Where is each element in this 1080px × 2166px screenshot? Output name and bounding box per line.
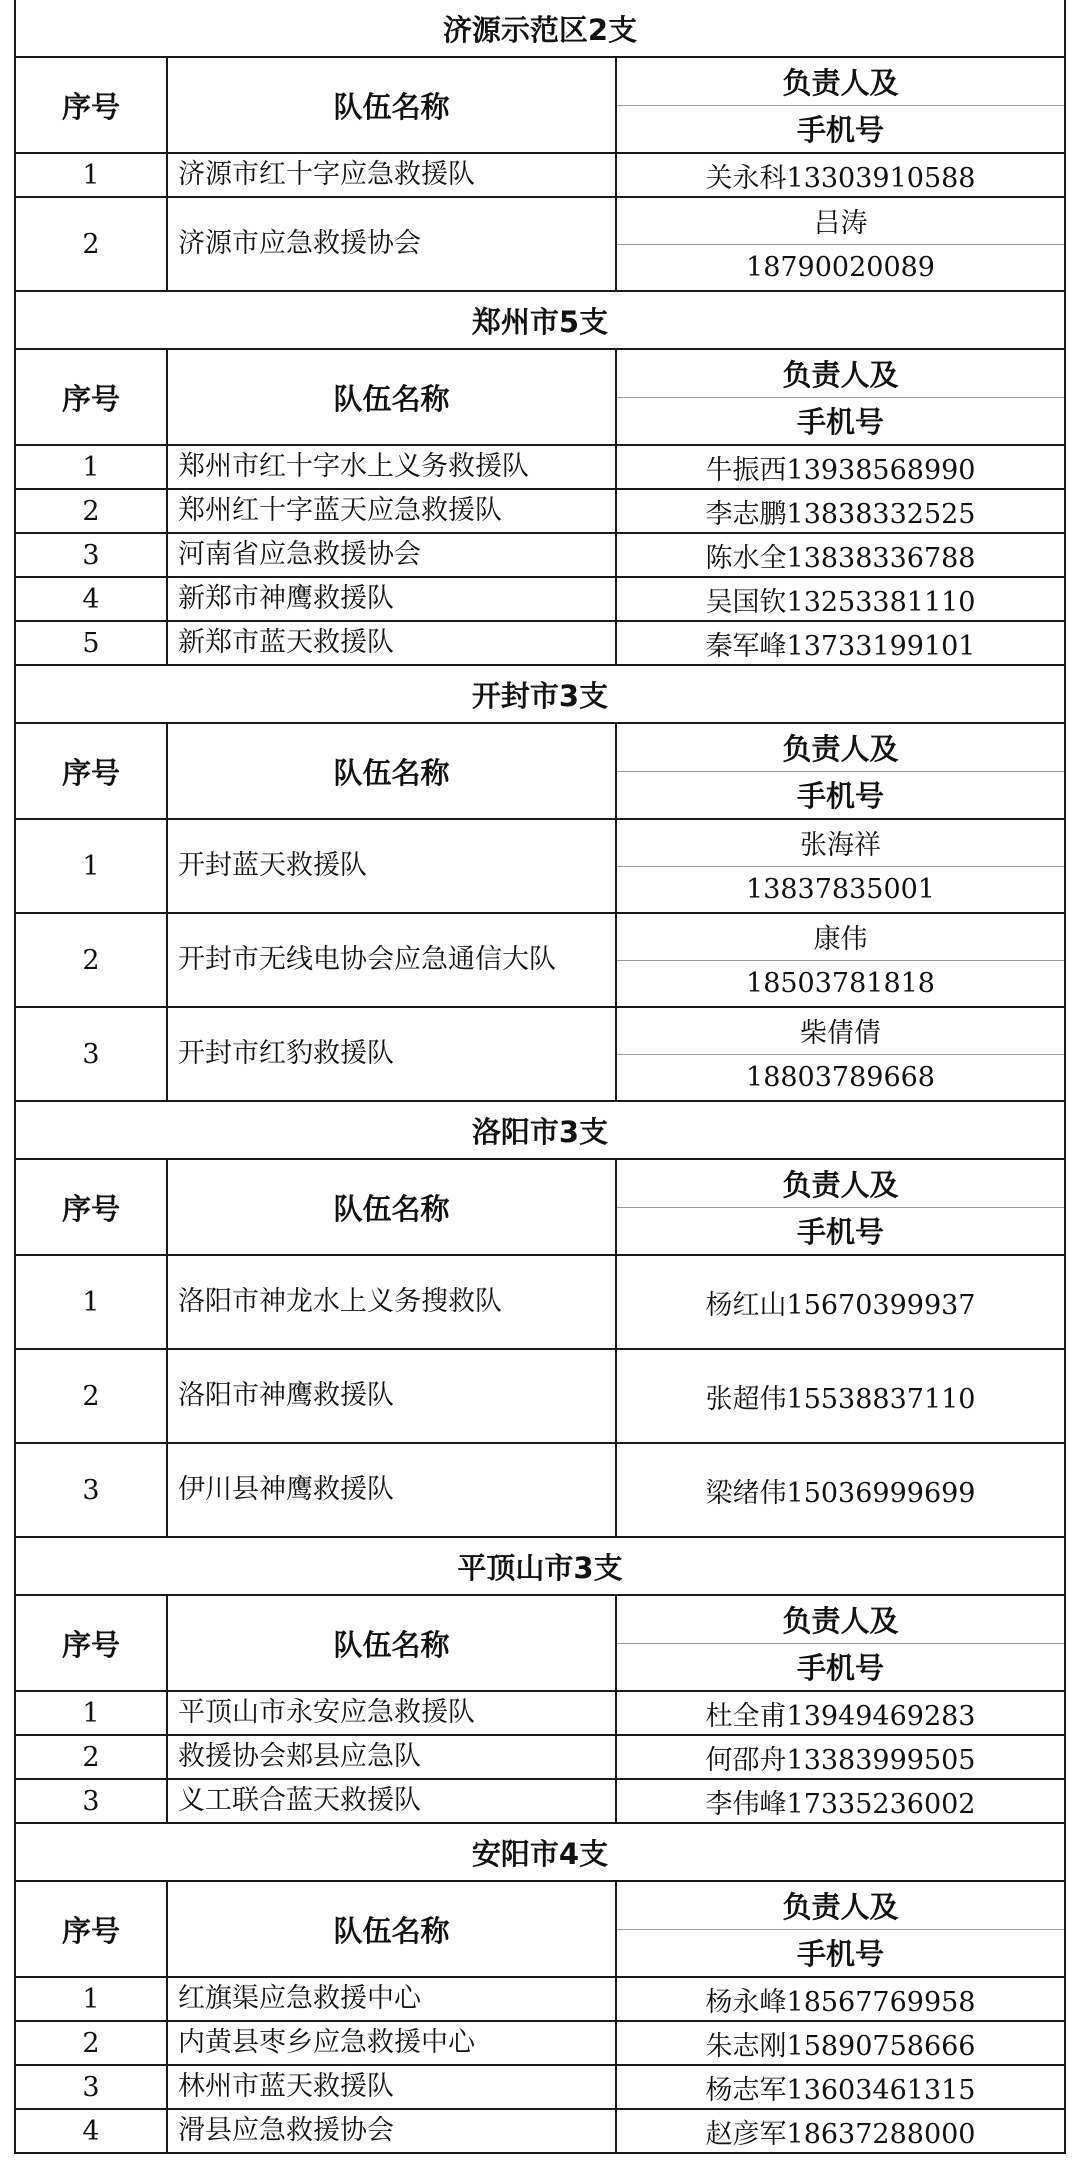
team-name (168, 490, 617, 532)
table-row (16, 490, 1064, 534)
row-number: 2 (16, 2022, 168, 2064)
section-6 (16, 1824, 1064, 2154)
team-name (168, 1444, 617, 1536)
team-name-text: 开封蓝天救援队 (178, 850, 367, 881)
header-no: 序号 (16, 724, 168, 818)
team-name (168, 154, 617, 196)
contact-cell (617, 446, 1064, 488)
header-contact-line1: 负责人及 (782, 65, 899, 100)
team-name (168, 1350, 617, 1442)
row-number: 2 (16, 1350, 168, 1442)
contact-person: 康伟 (813, 924, 868, 956)
team-name (168, 534, 617, 576)
header-no: 序号 (16, 1596, 168, 1690)
team-name (168, 820, 617, 912)
contact-cell (617, 1444, 1064, 1536)
header-contact-line2: 手机号 (617, 1643, 1064, 1691)
team-name (168, 2066, 617, 2108)
team-name-text: 河南省应急救援协会 (178, 539, 421, 570)
contact-cell (617, 1692, 1064, 1734)
contact-phone: 18803789668 (617, 1054, 1064, 1101)
section-3 (16, 666, 1064, 1102)
contact-cell (617, 1350, 1064, 1442)
table-row (16, 2022, 1064, 2066)
header-name: 队伍名称 (168, 1882, 617, 1976)
team-name-text: 救援协会郏县应急队 (178, 1741, 421, 1772)
contact-cell (617, 2066, 1064, 2108)
contact-cell (617, 1736, 1064, 1778)
header-contact-line2: 手机号 (617, 105, 1064, 153)
contact-phone: 18503781818 (617, 960, 1064, 1007)
team-name (168, 578, 617, 620)
table-row (16, 914, 1064, 1008)
row-number: 2 (16, 1736, 168, 1778)
contact-cell (617, 2110, 1064, 2152)
team-name-text: 开封市无线电协会应急通信大队 (178, 944, 556, 975)
team-name (168, 914, 617, 1006)
table-row (16, 1780, 1064, 1824)
team-name-text: 平顶山市永安应急救援队 (178, 1697, 475, 1728)
header-name: 队伍名称 (168, 350, 617, 444)
header-contact (617, 724, 1064, 818)
section-title: 济源示范区2支 (16, 0, 1064, 58)
contact-phone: 18790020089 (617, 244, 1064, 291)
table-row (16, 2066, 1064, 2110)
contact-person: 牛振西13938568990 (705, 454, 976, 486)
team-name-text: 开封市红豹救援队 (178, 1038, 394, 1069)
contact-person: 李志鹏13838332525 (705, 498, 976, 530)
contact-cell (617, 578, 1064, 620)
contact-person: 陈水全13838336788 (705, 542, 976, 574)
contact-person: 何邵舟13383999505 (705, 1744, 976, 1776)
table-row (16, 154, 1064, 198)
section-title: 郑州市5支 (16, 292, 1064, 350)
team-name-text: 义工联合蓝天救援队 (178, 1785, 421, 1816)
header-contact (617, 1160, 1064, 1254)
header-contact-line2: 手机号 (617, 1207, 1064, 1255)
section-title: 开封市3支 (16, 666, 1064, 724)
section-title: 平顶山市3支 (16, 1538, 1064, 1596)
table-row (16, 2110, 1064, 2154)
header-no: 序号 (16, 350, 168, 444)
row-number: 1 (16, 446, 168, 488)
table-row (16, 1008, 1064, 1102)
team-name-text: 济源市应急救援协会 (178, 228, 421, 259)
team-name (168, 1256, 617, 1348)
contact-cell (617, 198, 1064, 290)
contact-cell (617, 2022, 1064, 2064)
contact-cell (617, 622, 1064, 664)
contact-cell (617, 1008, 1064, 1100)
contact-person: 秦军峰13733199101 (705, 630, 976, 662)
contact-person: 李伟峰17335236002 (705, 1788, 976, 1820)
row-number: 1 (16, 820, 168, 912)
team-name-text: 郑州市红十字水上义务救援队 (178, 451, 529, 482)
header-contact (617, 1882, 1064, 1976)
header-contact (617, 1596, 1064, 1690)
header-contact-line1: 负责人及 (782, 1603, 899, 1638)
header-no: 序号 (16, 1160, 168, 1254)
rescue-team-table (14, 0, 1066, 2154)
team-name (168, 1780, 617, 1822)
table-row (16, 1350, 1064, 1444)
contact-person: 朱志刚15890758666 (705, 2030, 976, 2062)
header-row (16, 724, 1064, 820)
section-1 (16, 0, 1064, 292)
table-row (16, 198, 1064, 292)
contact-person: 杨志军13603461315 (705, 2074, 976, 2106)
table-row (16, 1736, 1064, 1780)
table-row (16, 446, 1064, 490)
section-2 (16, 292, 1064, 666)
contact-person: 杜全甫13949469283 (705, 1700, 976, 1732)
row-number: 2 (16, 198, 168, 290)
team-name-text: 林州市蓝天救援队 (178, 2071, 394, 2102)
table-row (16, 622, 1064, 666)
team-name-text: 郑州红十字蓝天应急救援队 (178, 495, 502, 526)
row-number: 3 (16, 1008, 168, 1100)
row-number: 2 (16, 914, 168, 1006)
header-contact-line1: 负责人及 (782, 731, 899, 766)
contact-cell (617, 1256, 1064, 1348)
contact-person: 杨红山15670399937 (705, 1289, 976, 1321)
team-name-text: 红旗渠应急救援中心 (178, 1983, 421, 2014)
contact-person: 柴倩倩 (800, 1018, 881, 1050)
header-row (16, 1160, 1064, 1256)
contact-person: 梁绪伟15036999699 (705, 1477, 976, 1509)
header-no: 序号 (16, 58, 168, 152)
row-number: 3 (16, 2066, 168, 2108)
header-contact-line2: 手机号 (617, 397, 1064, 445)
contact-cell (617, 1780, 1064, 1822)
row-number: 3 (16, 1780, 168, 1822)
table-row (16, 1256, 1064, 1350)
section-5 (16, 1538, 1064, 1824)
row-number: 2 (16, 490, 168, 532)
team-name (168, 198, 617, 290)
header-row (16, 350, 1064, 446)
team-name-text: 内黄县枣乡应急救援中心 (178, 2027, 475, 2058)
table-row (16, 1978, 1064, 2022)
contact-phone: 13837835001 (617, 866, 1064, 913)
header-contact-line1: 负责人及 (782, 357, 899, 392)
header-name: 队伍名称 (168, 58, 617, 152)
team-name (168, 446, 617, 488)
row-number: 1 (16, 1978, 168, 2020)
team-name-text: 新郑市神鹰救援队 (178, 583, 394, 614)
team-name-text: 滑县应急救援协会 (178, 2115, 394, 2146)
row-number: 1 (16, 154, 168, 196)
row-number: 4 (16, 2110, 168, 2152)
team-name (168, 1692, 617, 1734)
row-number: 5 (16, 622, 168, 664)
contact-cell (617, 490, 1064, 532)
team-name-text: 洛阳市神鹰救援队 (178, 1380, 394, 1411)
team-name-text: 伊川县神鹰救援队 (178, 1474, 394, 1505)
header-name: 队伍名称 (168, 1596, 617, 1690)
header-row (16, 1596, 1064, 1692)
header-contact-line2: 手机号 (617, 1929, 1064, 1977)
row-number: 1 (16, 1256, 168, 1348)
team-name (168, 622, 617, 664)
contact-person: 吴国钦13253381110 (705, 586, 976, 618)
header-contact (617, 350, 1064, 444)
team-name (168, 1736, 617, 1778)
header-name: 队伍名称 (168, 1160, 617, 1254)
header-row (16, 58, 1064, 154)
section-title: 安阳市4支 (16, 1824, 1064, 1882)
team-name-text: 洛阳市神龙水上义务搜救队 (178, 1286, 502, 1317)
header-row (16, 1882, 1064, 1978)
header-contact (617, 58, 1064, 152)
table-row (16, 1692, 1064, 1736)
contact-cell (617, 154, 1064, 196)
header-name: 队伍名称 (168, 724, 617, 818)
contact-person: 张海祥 (800, 830, 881, 862)
contact-cell (617, 820, 1064, 912)
team-name-text: 新郑市蓝天救援队 (178, 627, 394, 658)
team-name (168, 1008, 617, 1100)
team-name (168, 2022, 617, 2064)
table-row (16, 820, 1064, 914)
contact-person: 张超伟15538837110 (705, 1383, 976, 1415)
table-row (16, 578, 1064, 622)
row-number: 1 (16, 1692, 168, 1734)
section-4 (16, 1102, 1064, 1538)
team-name-text: 济源市红十字应急救援队 (178, 159, 475, 190)
contact-cell (617, 1978, 1064, 2020)
row-number: 4 (16, 578, 168, 620)
header-contact-line1: 负责人及 (782, 1889, 899, 1924)
contact-cell (617, 534, 1064, 576)
contact-person: 关永科13303910588 (705, 162, 976, 194)
team-name (168, 2110, 617, 2152)
contact-person: 赵彦军18637288000 (705, 2118, 976, 2150)
row-number: 3 (16, 1444, 168, 1536)
section-title: 洛阳市3支 (16, 1102, 1064, 1160)
table-row (16, 534, 1064, 578)
team-name (168, 1978, 617, 2020)
row-number: 3 (16, 534, 168, 576)
header-contact-line2: 手机号 (617, 771, 1064, 819)
contact-person: 杨永峰18567769958 (705, 1986, 976, 2018)
table-row (16, 1444, 1064, 1538)
contact-cell (617, 914, 1064, 1006)
header-no: 序号 (16, 1882, 168, 1976)
header-contact-line1: 负责人及 (782, 1167, 899, 1202)
contact-person: 吕涛 (813, 208, 868, 240)
